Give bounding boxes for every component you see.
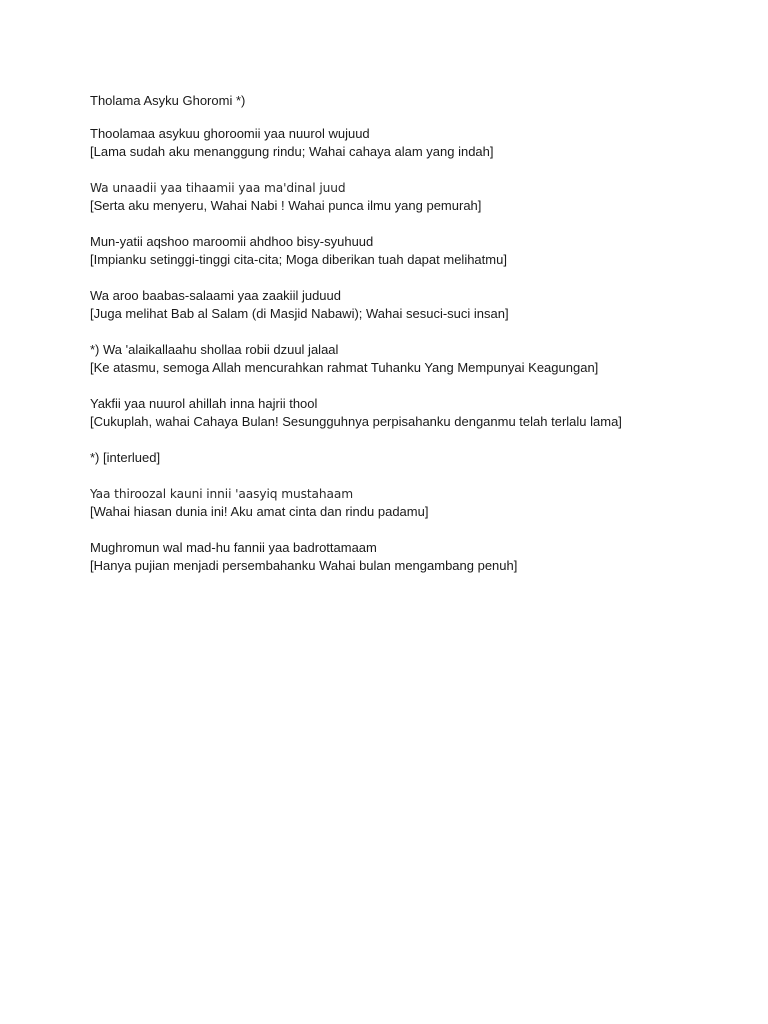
- verse-translation: [Serta aku menyeru, Wahai Nabi ! Wahai punca ilmu yang pemurah]: [90, 198, 482, 213]
- stanza-4: [90, 287, 730, 323]
- stanza-7: [90, 449, 730, 467]
- verse-translation: [Juga melihat Bab al Salam (di Masjid Nabawi); Wahai sesuci-suci insan]: [90, 306, 509, 321]
- verse-translation: [Hanya pujian menjadi persembahanku Wahai bulan mengambang penuh]: [90, 558, 518, 573]
- verse-line: Wa aroo baabas-salaami yaa zaakiil juduud: [90, 288, 341, 303]
- stanza-5: [90, 341, 730, 377]
- verse-line: *) Wa 'alaikallaahu shollaa robii dzuul jalaal: [90, 342, 339, 357]
- verse-line: Mun-yatii aqshoo maroomii ahdhoo bisy-syuhuud: [90, 234, 374, 249]
- verse-line: Wa unaadii yaa tihaamii yaa ma'dinal juud: [90, 181, 346, 195]
- verse-translation: [Impianku setinggi-tinggi cita-cita; Moga diberikan tuah dapat melihatmu]: [90, 252, 507, 267]
- stanza-8: [90, 485, 730, 521]
- stanza-2: [90, 179, 730, 215]
- verse-translation: [Ke atasmu, semoga Allah mencurahkan rahmat Tuhanku Yang Mempunyai Keagungan]: [90, 360, 599, 375]
- stanza-6: [90, 395, 730, 431]
- stanza-1: [90, 125, 730, 161]
- verse-translation: [Lama sudah aku menanggung rindu; Wahai cahaya alam yang indah]: [90, 144, 494, 159]
- verse-line: Mughromun wal mad-hu fannii yaa badrottamaam: [90, 540, 377, 555]
- verse-line: Yaa thiroozal kauni innii 'aasyiq mustahaam: [90, 487, 354, 501]
- verse-line: Thoolamaa asykuu ghoroomii yaa nuurol wujuud: [90, 126, 370, 141]
- document-body: [90, 92, 730, 593]
- stanza-3: [90, 233, 730, 269]
- document-title: Tholama Asyku Ghoromi *): [90, 93, 246, 108]
- verse-translation: [Cukuplah, wahai Cahaya Bulan! Sesungguhnya perpisahanku denganmu telah terlalu lama]: [90, 414, 622, 429]
- verse-translation: [Wahai hiasan dunia ini! Aku amat cinta dan rindu padamu]: [90, 504, 429, 519]
- verse-line: Yakfii yaa nuurol ahillah inna hajrii thool: [90, 396, 318, 411]
- interlude-note: *) [interlued]: [90, 450, 161, 465]
- stanza-9: [90, 539, 730, 575]
